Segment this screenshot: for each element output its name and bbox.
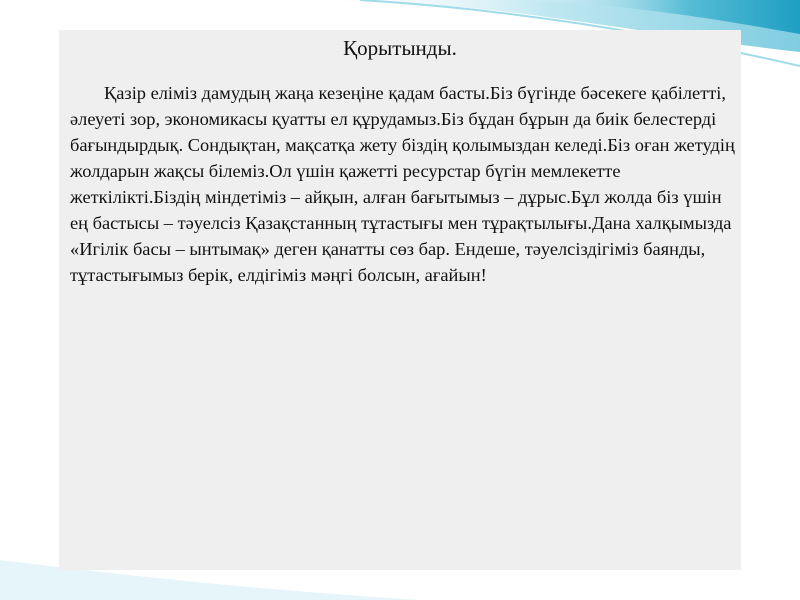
slide-body-text: Қазір еліміз дамудың жаңа кезеңіне қадам басты.Біз бүгінде бәсекеге қабілетті, әлеуеті зор, экономикасы қуатты ел құрудамыз.Біз бұдан бұрын да биік белестерді бағындырдық. Сондықтан, мақсатқа жету біздің қолымыздан келеді.Біз оған жетудің жолдарын жақсы білеміз.Ол үшін қажетті ресурстар бүгін мемлекетте жеткілікті.Біздің міндетіміз – айқын, алған бағытымыз – дұрыс.Бұл жолда біз үшін ең бастысы – тәуелсіз Қазақстанның тұтастығы мен тұрақтылығы.Дана халқымызда «Игілік басы – ынтымақ» деген қанатты сөз бар. Ендеше, тәуелсіздігіміз баянды, тұтастығымыз берік, елдігіміз мәңгі болсын, ағайын! bbox=[70, 83, 735, 285]
content-panel bbox=[59, 30, 741, 570]
slide-title: Қорытынды. bbox=[343, 36, 457, 60]
